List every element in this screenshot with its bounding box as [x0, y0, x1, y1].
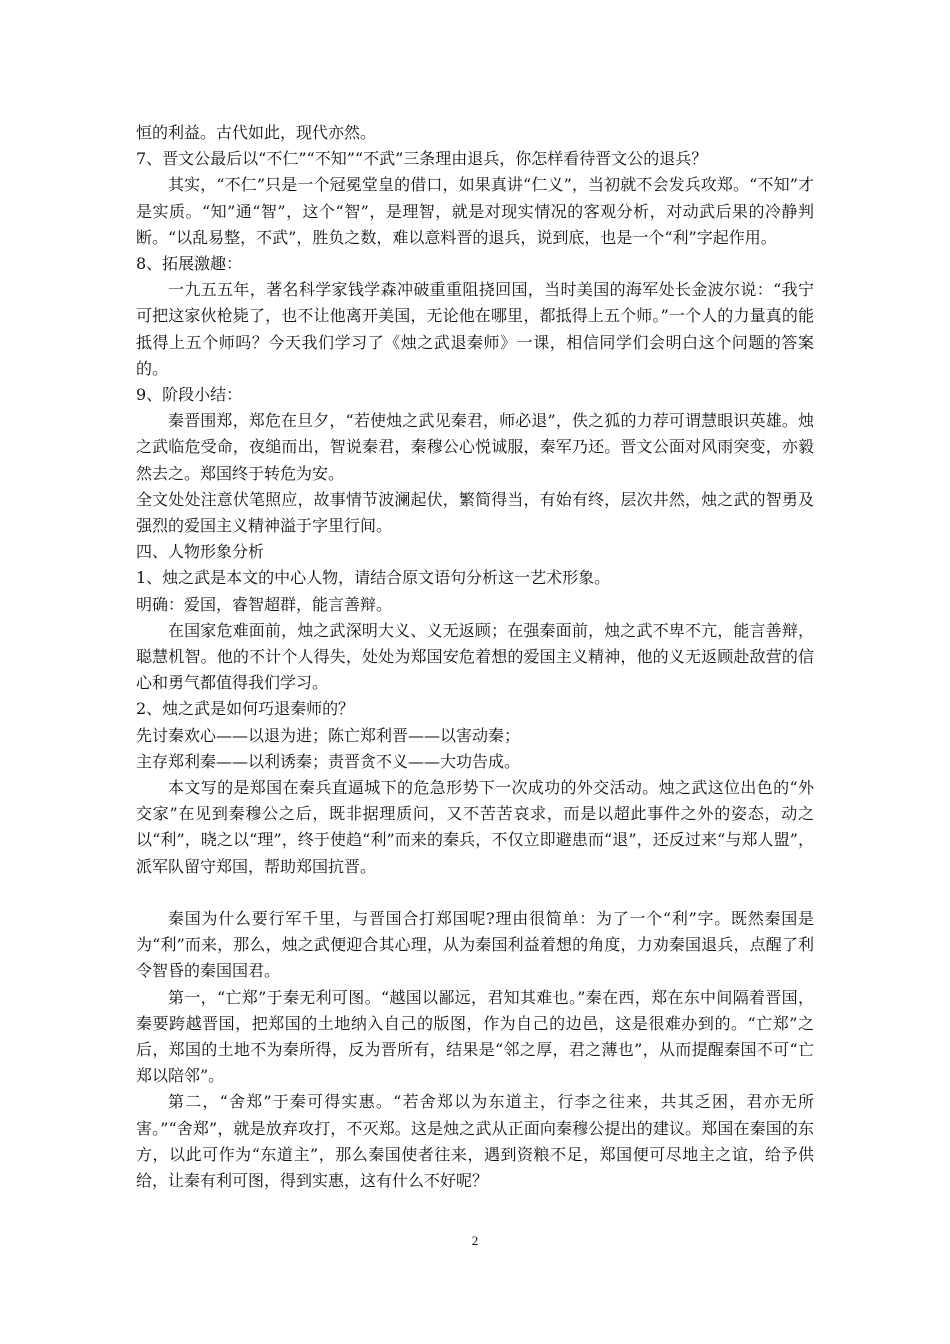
paragraph-diplomacy: 本文写的是郑国在秦兵直逼城下的危急形势下一次成功的外交活动。烛之武这位出色的“外交家”在见到秦穆公之后，既非据理质问，又不苦苦哀求，而是以超此事件之外的姿态，动之以“利”，晓之以“理”，终于使趋“利”而来的秦兵，不仅立即避患而“退”，还反过来“与郑人盟”，派军队留守郑国，帮助郑国抗晋。: [136, 778, 814, 876]
answer-1-key: 明确：爱国，睿智超群，能言善辩。: [136, 594, 393, 614]
question-1: 1、烛之武是本文的中心人物，请结合原文语句分析这一艺术形象。: [136, 568, 611, 588]
section-heading-4: 四、人物形象分析: [136, 542, 265, 562]
question-2: 2、烛之武是如何巧退秦师的？: [136, 699, 355, 719]
answer-2-line-2: 主存郑利秦——以利诱秦；责晋贪不义——大功告成。: [136, 751, 521, 771]
answer-1-detail: 在国家危难面前，烛之武深明大义、义无返顾；在强秦面前，烛之武不卑不亢，能言善辩，聪慧机智。他的不计个人得失，处处为郑国安危着想的爱国主义精神，他的义无返顾赴敌营的信心和勇气都值得我们学习。: [136, 620, 814, 693]
paragraph-extension: 一九五五年，著名科学家钱学森冲破重重阻挠回国，当时美国的海军处长金波尔说：“我宁可把这家伙枪毙了，也不让他离开美国，无论他在哪里，都抵得上五个师。”一个人的力量真的能抵得上五个师吗？今天我们学习了《烛之武退秦师》一课，相信同学们会明白这个问题的答案的。: [136, 280, 814, 378]
page-number: 2: [471, 1233, 479, 1248]
paragraph-summary-2: 全文处处注意伏笔照应，故事情节波澜起伏，繁简得当，有始有终，层次井然，烛之武的智勇及强烈的爱国主义精神溢于字里行间。: [136, 489, 814, 536]
paragraph-profit: 秦国为什么要行军千里，与晋国合打郑国呢?理由很简单：为了一个“利”字。既然秦国是为“利”而来，那么，烛之武便迎合其心理，从为秦国利益着想的角度，力劝秦国退兵，点醒了利令智昏的秦国国君。: [136, 908, 814, 981]
page-body: [136, 120, 814, 1194]
answer-7: 其实，“不仁”只是一个冠冕堂皇的借口，如果真讲“仁义”，当初就不会发兵攻郑。“不知”才是实质。“知”通“智”，这个“智”，是理智，就是对现实情况的客观分析，对动武后果的冷静判断。“以乱易整，不武”，胜负之数，难以意料晋的退兵，说到底，也是一个“利”字起作用。: [136, 175, 814, 247]
paragraph-point-1: 第一，“亡郑”于秦无利可图。“越国以鄙远，君知其难也。”秦在西，郑在东中间隔着晋国，秦要跨越晋国，把郑国的土地纳入自己的版图，作为自己的边邑，这是很难办到的。“亡郑”之后，郑国的土地不为秦所得，反为晋所有，结果是“邻之厚，君之薄也”，从而提醒秦国不可“亡郑以陪邻”。: [136, 987, 814, 1086]
paragraph-point-2: 第二，“舍郑”于秦可得实惠。“若舍郑以为东道主，行李之往来，共其乏困，君亦无所害。”“舍郑”，就是放弃攻打，不灭郑。这是烛之武从正面向秦穆公提出的建议。郑国在秦国的东方，以此可作为“东道主”，那么秦国使者往来，遇到资粮不足，郑国便可尽地主之谊，给予供给，让秦有利可图，得到实惠，这有什么不好呢？: [136, 1092, 814, 1190]
answer-2-line-1: 先讨秦欢心——以退为进；陈亡郑利晋——以害动秦；: [136, 725, 521, 745]
paragraph-summary: 秦晋围郑，郑危在旦夕，“若使烛之武见秦君，师必退”，佚之狐的力荐可谓慧眼识英雄。烛之武临危受命，夜缒而出，智说秦君，秦穆公心悦诚服，秦军乃还。晋文公面对风雨突变，亦毅然去之。郑国终于转危为安。: [136, 411, 814, 483]
paragraph-continuation: 恒的利益。古代如此，现代亦然。: [136, 123, 377, 142]
section-heading-8: 8、拓展激趣：: [136, 254, 243, 274]
question-7: 7、晋文公最后以“不仁”“不知”“不武”三条理由退兵，你怎样看待晋文公的退兵？: [136, 149, 708, 169]
section-heading-9: 9、阶段小结：: [136, 385, 243, 405]
